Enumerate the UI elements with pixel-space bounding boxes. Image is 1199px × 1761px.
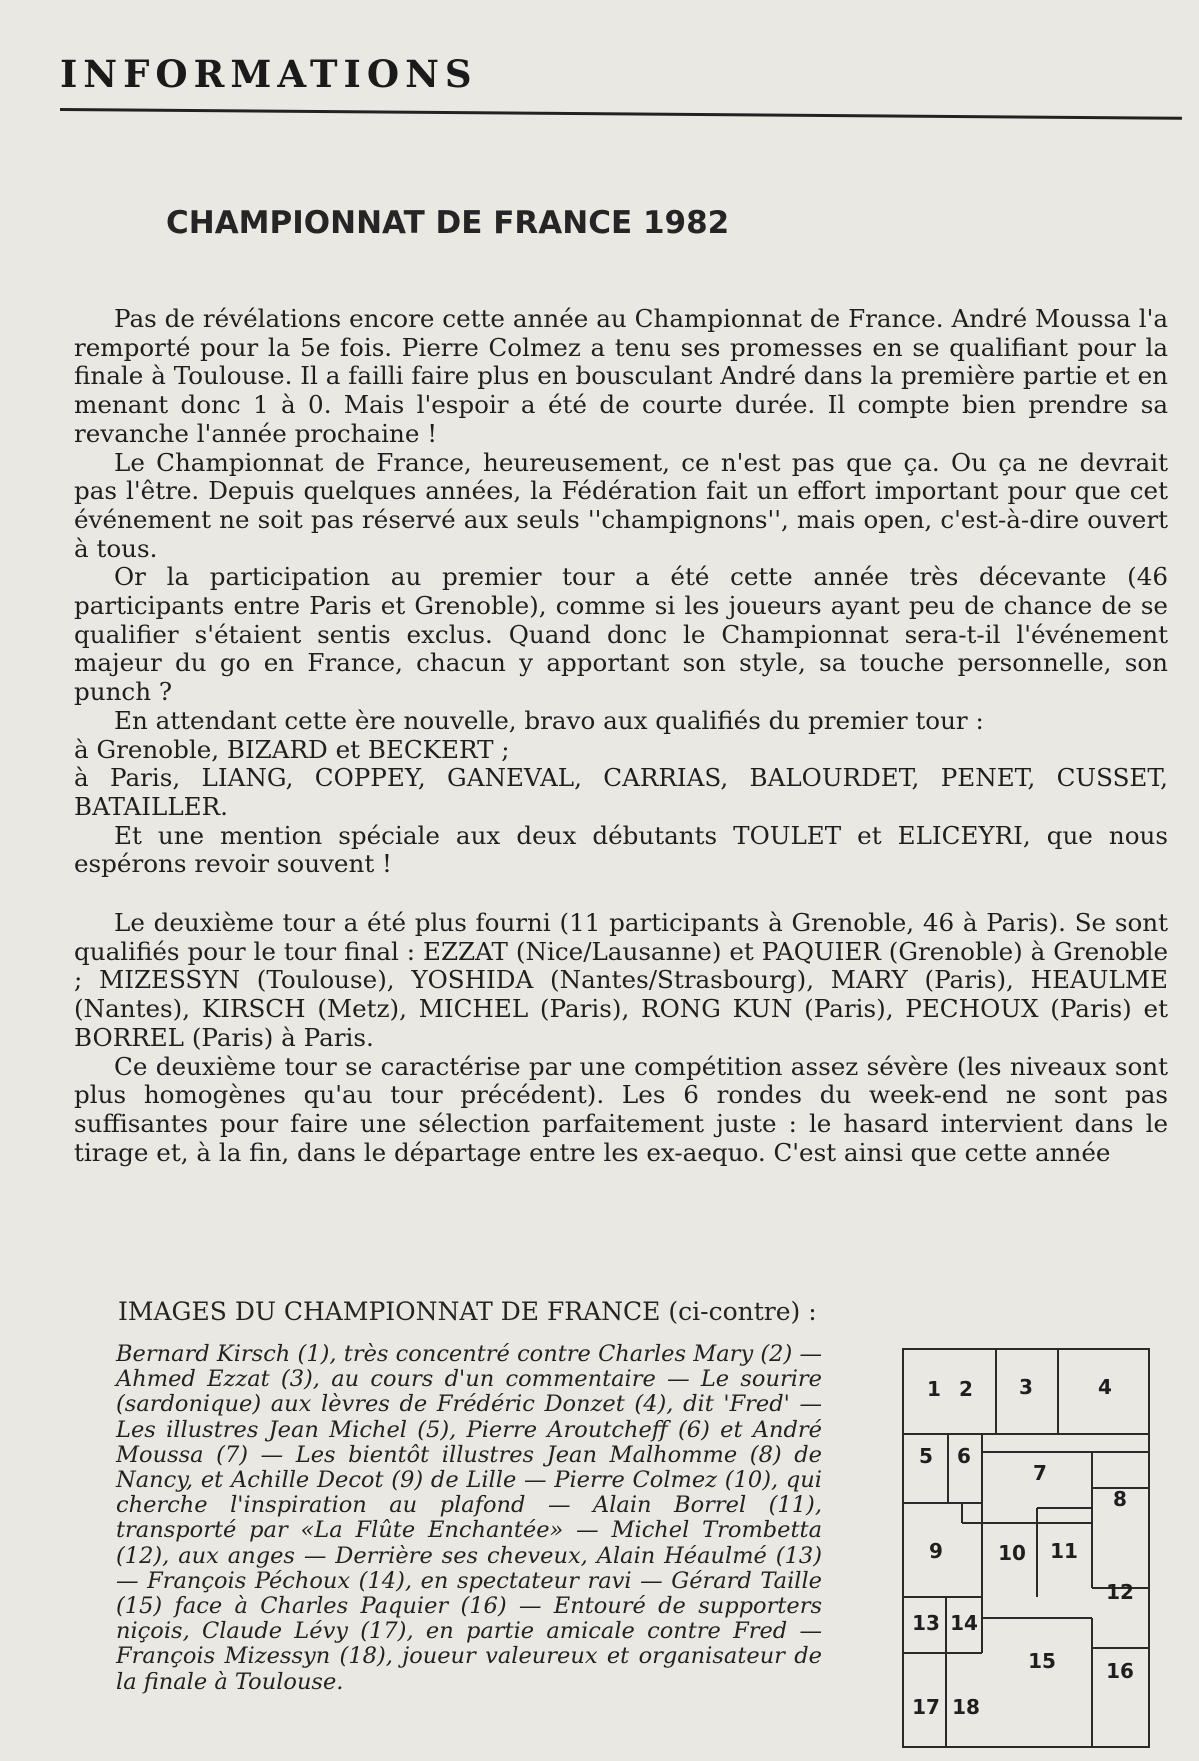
paragraph: Or la participation au premier tour a été cette année très décevante (46 participants entre Paris et Grenoble), comme si les joueurs ayant peu de chance de se qualifier s'étaient sentis exclus. Quand donc le Championnat sera-t-il l'événement majeur du go en France, chacun y apportant son style, sa touche personnelle, son punch ? <box>74 562 1168 707</box>
photo-number-label: 5 <box>919 1444 933 1468</box>
heading-rule <box>60 108 1182 120</box>
photo-number-label: 2 <box>959 1377 973 1401</box>
photo-number-label: 13 <box>912 1611 940 1635</box>
paragraph: Et une mention spéciale aux deux débutants TOULET et ELICEYRI, que nous espérons revoir souvent ! <box>74 820 1168 879</box>
photo-number-label: 6 <box>957 1444 971 1468</box>
photo-number-label: 16 <box>1106 1659 1134 1683</box>
photo-number-label: 17 <box>912 1695 940 1719</box>
photo-number-label: 7 <box>1033 1461 1047 1485</box>
paragraph: Pas de révélations encore cette année au Championnat de France. André Moussa l'a remporté pour la 5e fois. Pierre Colmez a tenu ses promesses en se qualifiant pour la finale à Toulouse. Il a failli faire plus en bousculant André dans la première partie et en menant donc 1 à 0. Mais l'espoir a été de courte durée. Il compte bien prendre sa revanche l'année prochaine ! <box>74 304 1168 448</box>
article-body <box>74 305 1168 1167</box>
paragraph: à Paris, LIANG, COPPEY, GANEVAL, CARRIAS, BALOURDET, PENET, CUSSET, BATAILLER. <box>74 763 1168 821</box>
photo-number-label: 1 <box>927 1377 941 1401</box>
photo-number-label: 12 <box>1106 1580 1134 1604</box>
article-title: CHAMPIONNAT DE FRANCE 1982 <box>166 205 730 241</box>
photo-number-label: 8 <box>1113 1487 1127 1511</box>
paragraph: Le Championnat de France, heureusement, ce n'est pas que ça. Ou ça ne devrait pas l'être. Depuis quelques années, la Fédération fait un effort important pour que cet événement ne soit pas réservé aux seuls ''champignons'', mais open, c'est-à-dire ouvert à tous. <box>74 447 1168 563</box>
paragraph: Le deuxième tour a été plus fourni (11 participants à Grenoble, 46 à Paris). Se sont qualifiés pour le tour final : EZZAT (Nice/Lausanne) et PAQUIER (Grenoble) à Grenoble ; MIZESSYN (Toulouse), YOSHIDA (Nantes/Strasbourg), MARY (Paris), HEAULME (Nantes), KIRSCH (Metz), MICHEL (Paris), RONG KUN (Paris), PECHOUX (Paris) et BORREL (Paris) à Paris. <box>74 908 1168 1052</box>
section-heading: INFORMATIONS <box>60 52 478 96</box>
paragraph: En attendant cette ère nouvelle, bravo aux qualifiés du premier tour : <box>114 705 984 735</box>
photo-number-label: 15 <box>1028 1649 1056 1673</box>
paragraph: Ce deuxième tour se caractérise par une compétition assez sévère (les niveaux sont plus homogènes qu'au tour précédent). Les 6 rondes du week-end ne sont pas suffisantes pour faire une sélection parfaitement juste : le hasard intervient dans le tirage et, à la fin, dans le départage entre les ex-aequo. C'est ainsi que cette année <box>74 1051 1168 1167</box>
photo-layout-diagram <box>902 1348 1152 1750</box>
images-caption: Bernard Kirsch (1), très concentré contre Charles Mary (2) — Ahmed Ezzat (3), au cours d'un commentaire — Le sourire (sardonique) aux lèvres de Frédéric Donzet (4), dit 'Fred' — Les illustres Jean Michel (5), Pierre Aroutcheff (6) et André Moussa (7) — Les bientôt illustres Jean Malhomme (8) de Nancy, et Achille Decot (9) de Lille — Pierre Colmez (10), qui cherche l'inspiration au plafond — Alain Borrel (11), transporté par «La Flûte Enchantée» — Michel Trombetta (12), aux anges — Derrière ses cheveux, Alain Héaulmé (13) — François Péchoux (14), en spectateur ravi — Gérard Taille (15) face à Charles Paquier (16) — Entouré de supporters niçois, Claude Lévy (17), en partie amicale contre Fred — François Mizessyn (18), joueur valeureux et organisateur de la finale à Toulouse. <box>116 1341 822 1695</box>
images-heading: IMAGES DU CHAMPIONNAT DE FRANCE (ci-contre) : <box>118 1297 817 1326</box>
photo-number-label: 14 <box>950 1611 978 1635</box>
photo-number-label: 18 <box>952 1695 980 1719</box>
photo-number-label: 4 <box>1098 1375 1112 1399</box>
photo-number-label: 3 <box>1019 1375 1033 1399</box>
photo-number-label: 10 <box>998 1541 1026 1565</box>
paragraph: à Grenoble, BIZARD et BECKERT ; <box>74 734 510 764</box>
photo-number-label: 11 <box>1050 1539 1078 1563</box>
photo-number-label: 9 <box>929 1539 943 1563</box>
